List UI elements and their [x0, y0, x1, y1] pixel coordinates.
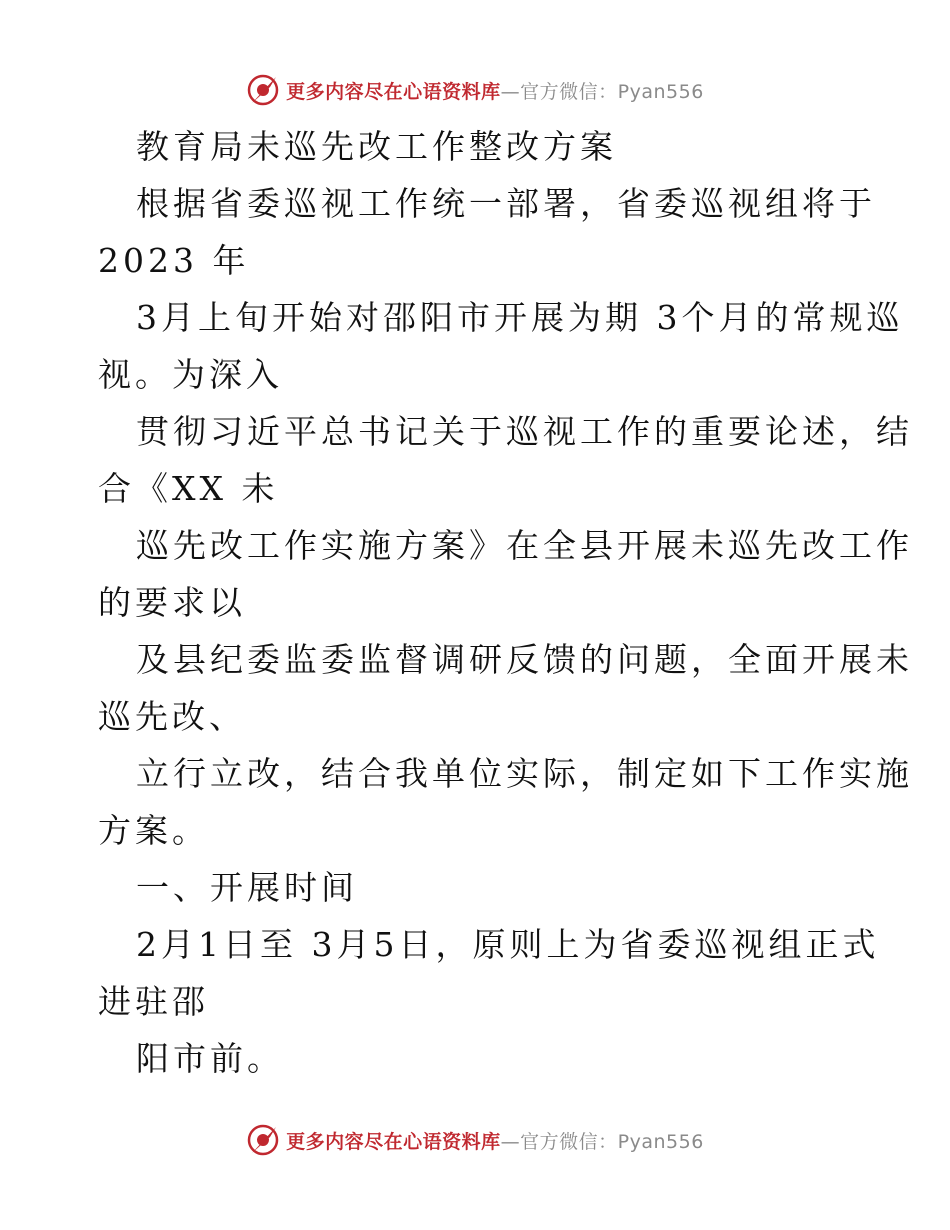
quill-pen-logo-icon [246, 73, 280, 107]
document-line: 合《XX 未 [98, 469, 279, 508]
header-dash: — [500, 80, 521, 103]
footer-brand-text: 更多内容尽在心语资料库 [286, 1130, 501, 1153]
document-line: 视。为深入 [98, 355, 283, 394]
document-line: 巡先改工作实施方案》在全县开展未巡先改工作 [136, 526, 913, 565]
document-line: 的要求以 [98, 583, 246, 622]
header-banner [0, 70, 950, 110]
document-line: 立行立改，结合我单位实际，制定如下工作实施 [136, 754, 913, 793]
header-official-text: 官方微信：Pyan556 [520, 80, 704, 103]
document-line: 2月1日至 3月5日，原则上为省委巡视组正式 [136, 925, 880, 964]
document-line: 根据省委巡视工作统一部署，省委巡视组将于 [136, 184, 876, 223]
footer-dash: — [500, 1130, 521, 1153]
footer-official-text: 官方微信：Pyan556 [520, 1130, 704, 1153]
document-line: 2023 年 [98, 241, 250, 280]
footer-banner [0, 1120, 950, 1160]
document-line: 贯彻习近平总书记关于巡视工作的重要论述，结 [136, 412, 913, 451]
document-line: 3月上旬开始对邵阳市开展为期 3个月的常规巡 [136, 298, 904, 337]
footer-banner-text [286, 1127, 704, 1154]
header-brand-text: 更多内容尽在心语资料库 [286, 80, 501, 103]
document-line: 巡先改、 [98, 697, 246, 736]
document-line: 进驻邵 [98, 982, 209, 1021]
document-line: 及县纪委监委监督调研反馈的问题，全面开展未 [136, 640, 913, 679]
document-line: 方案。 [98, 811, 209, 850]
document-line: 教育局未巡先改工作整改方案 [136, 127, 617, 166]
document-line: 一、开展时间 [136, 868, 358, 907]
document-body [98, 118, 913, 1087]
document-line: 阳市前。 [136, 1039, 284, 1078]
quill-pen-logo-icon [246, 1123, 280, 1157]
header-banner-text [286, 77, 704, 104]
